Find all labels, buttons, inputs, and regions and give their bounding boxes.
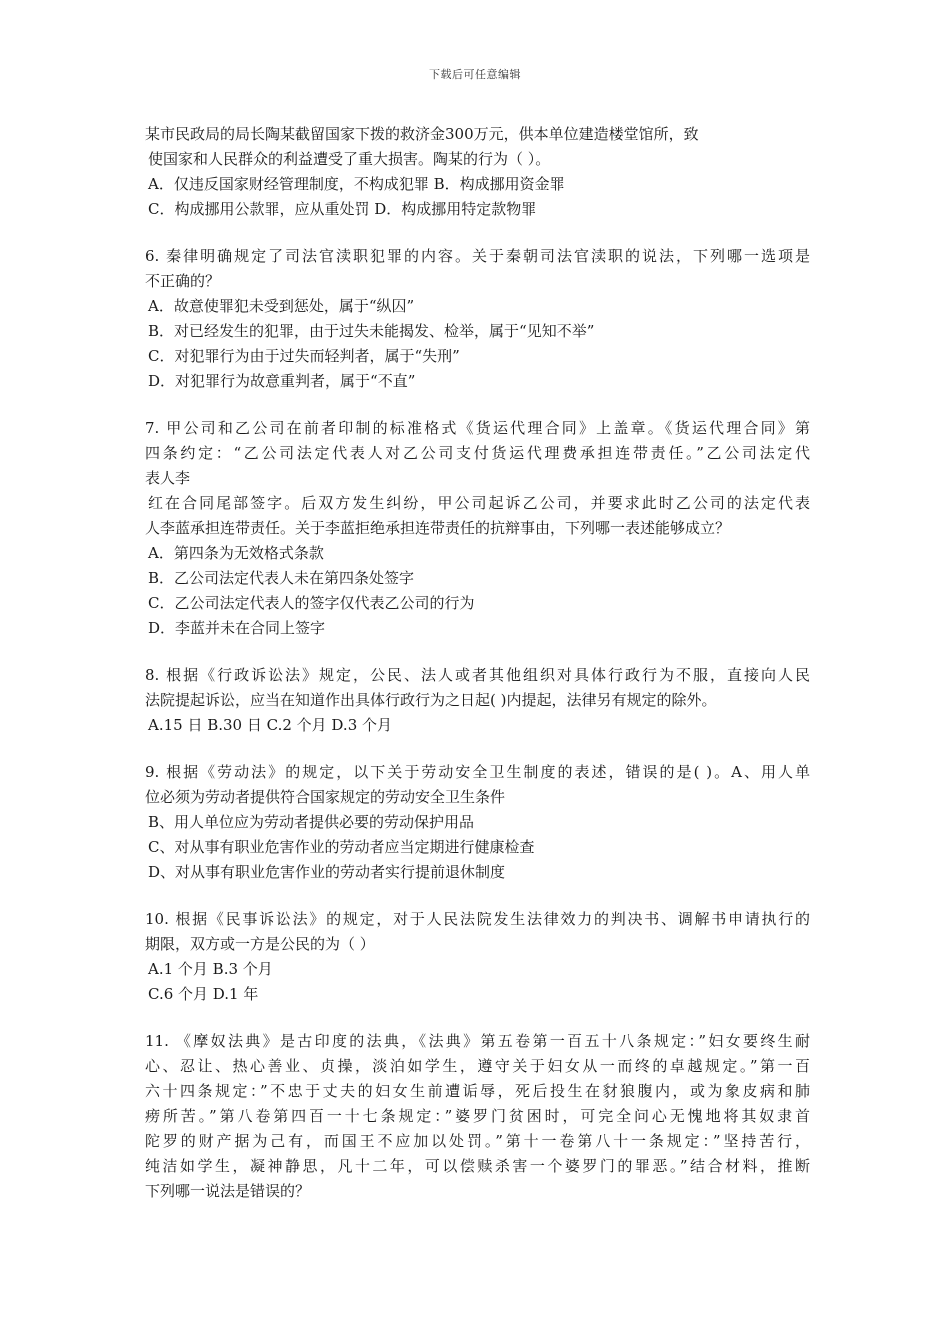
text-line: D、对从事有职业危害作业的劳动者实行提前退休制度 xyxy=(148,863,506,881)
question-block xyxy=(145,760,810,885)
text-line: 不正确的？ xyxy=(145,272,221,290)
text-line: 红在合同尾部签字。后双方发生纠纷，甲公司起诉乙公司，并要求此时乙公司的法定代表 xyxy=(148,494,810,512)
text-line: C.6 个月 D.1 年 xyxy=(148,985,259,1003)
text-line: A．仅违反国家财经管理制度，不构成犯罪 B．构成挪用资金罪 xyxy=(148,175,565,193)
text-line: 某市民政局的局长陶某截留国家下拨的救济金300万元，供本单位建造楼堂馆所，致 xyxy=(145,125,699,143)
question-block xyxy=(145,416,810,641)
text-line: D．李蓝并未在合同上签字 xyxy=(148,619,326,637)
text-line: B、用人单位应为劳动者提供必要的劳动保护用品 xyxy=(148,813,475,831)
text-line: 陀罗的财产据为己有，而国王不应加以处罚。”第十一卷第八十一条规定：”坚持苦行， xyxy=(145,1132,810,1150)
question-block xyxy=(145,663,810,738)
text-line: 8. 根据《行政诉讼法》规定，公民、法人或者其他组织对具体行政行为不服，直接向人民 xyxy=(145,666,810,684)
text-line: 9. 根据《劳动法》的规定，以下关于劳动安全卫生制度的表述，错误的是( )。A、用人单 xyxy=(145,763,810,781)
text-line: C．构成挪用公款罪，应从重处罚 D．构成挪用特定款物罪 xyxy=(148,200,537,218)
text-line: A.1 个月 B.3 个月 xyxy=(148,960,273,978)
text-line: 心、忍让、热心善业、贞操，淡泊如学生，遵守关于妇女从一而终的卓越规定。”第一百 xyxy=(145,1057,810,1075)
text-line: C．乙公司法定代表人的签字仅代表乙公司的行为 xyxy=(148,594,475,612)
question-block xyxy=(145,244,810,394)
text-line: 下列哪一说法是错误的？ xyxy=(145,1182,311,1200)
text-line: 10. 根据《民事诉讼法》的规定，对于人民法院发生法律效力的判决书、调解书申请执行的 xyxy=(145,910,810,928)
text-line: 人李蓝承担连带责任。关于李蓝拒绝承担连带责任的抗辩事由，下列哪一表述能够成立？ xyxy=(145,519,731,537)
text-line: 痨所苦。”第八卷第四百一十七条规定：”婆罗门贫困时，可完全问心无愧地将其奴隶首 xyxy=(145,1107,810,1125)
text-line: C、对从事有职业危害作业的劳动者应当定期进行健康检查 xyxy=(148,838,535,856)
text-line: 四条约定：“乙公司法定代表人对乙公司支付货运代理费承担连带责任。”乙公司法定代 xyxy=(145,444,810,462)
text-line: 7. 甲公司和乙公司在前者印制的标准格式《货运代理合同》上盖章。《货运代理合同》第 xyxy=(145,419,810,437)
text-line: 表人李 xyxy=(145,469,191,487)
paragraph-gap xyxy=(145,641,810,663)
text-line: 6. 秦律明确规定了司法官渎职犯罪的内容。关于秦朝司法官渎职的说法，下列哪一选项是 xyxy=(145,247,810,265)
question-block xyxy=(145,1029,810,1204)
text-line: A．第四条为无效格式条款 xyxy=(148,544,324,562)
text-line: A．故意使罪犯未受到惩处，属于“纵囚” xyxy=(148,297,415,315)
question-block xyxy=(145,907,810,1007)
text-line: A.15 日 B.30 日 C.2 个月 D.3 个月 xyxy=(148,716,392,734)
text-line: 六十四条规定：”不忠于丈夫的妇女生前遭诟辱，死后投生在豺狼腹内，或为象皮病和肺 xyxy=(145,1082,810,1100)
paragraph-gap xyxy=(145,738,810,760)
paragraph-gap xyxy=(145,222,810,244)
text-line: 法院提起诉讼，应当在知道作出具体行政行为之日起( )内提起，法律另有规定的除外。 xyxy=(145,691,717,709)
text-line: D．对犯罪行为故意重判者，属于“不直” xyxy=(148,372,416,390)
document-body xyxy=(145,122,810,1204)
text-line: 使国家和人民群众的利益遭受了重大损害。陶某的行为（ ）。 xyxy=(148,150,551,168)
question-block xyxy=(145,122,810,222)
text-line: 位必须为劳动者提供符合国家规定的劳动安全卫生条件 xyxy=(145,788,506,806)
text-line: 期限，双方或一方是公民的为（ ） xyxy=(145,935,375,953)
paragraph-gap xyxy=(145,394,810,416)
paragraph-gap xyxy=(145,1007,810,1029)
text-line: B．乙公司法定代表人未在第四条处签字 xyxy=(148,569,415,587)
paragraph-gap xyxy=(145,885,810,907)
text-line: 11. 《摩奴法典》是古印度的法典，《法典》第五卷第一百五十八条规定：”妇女要终生耐 xyxy=(145,1032,810,1050)
text-line: 纯洁如学生，凝神静思，凡十二年，可以偿赎杀害一个婆罗门的罪恶。”结合材料，推断 xyxy=(145,1157,810,1175)
page-header: 下载后可任意编辑 xyxy=(429,68,521,81)
text-line: B．对已经发生的犯罪，由于过失未能揭发、检举，属于“见知不举” xyxy=(148,322,595,340)
text-line: C．对犯罪行为由于过失而轻判者，属于“失刑” xyxy=(148,347,460,365)
